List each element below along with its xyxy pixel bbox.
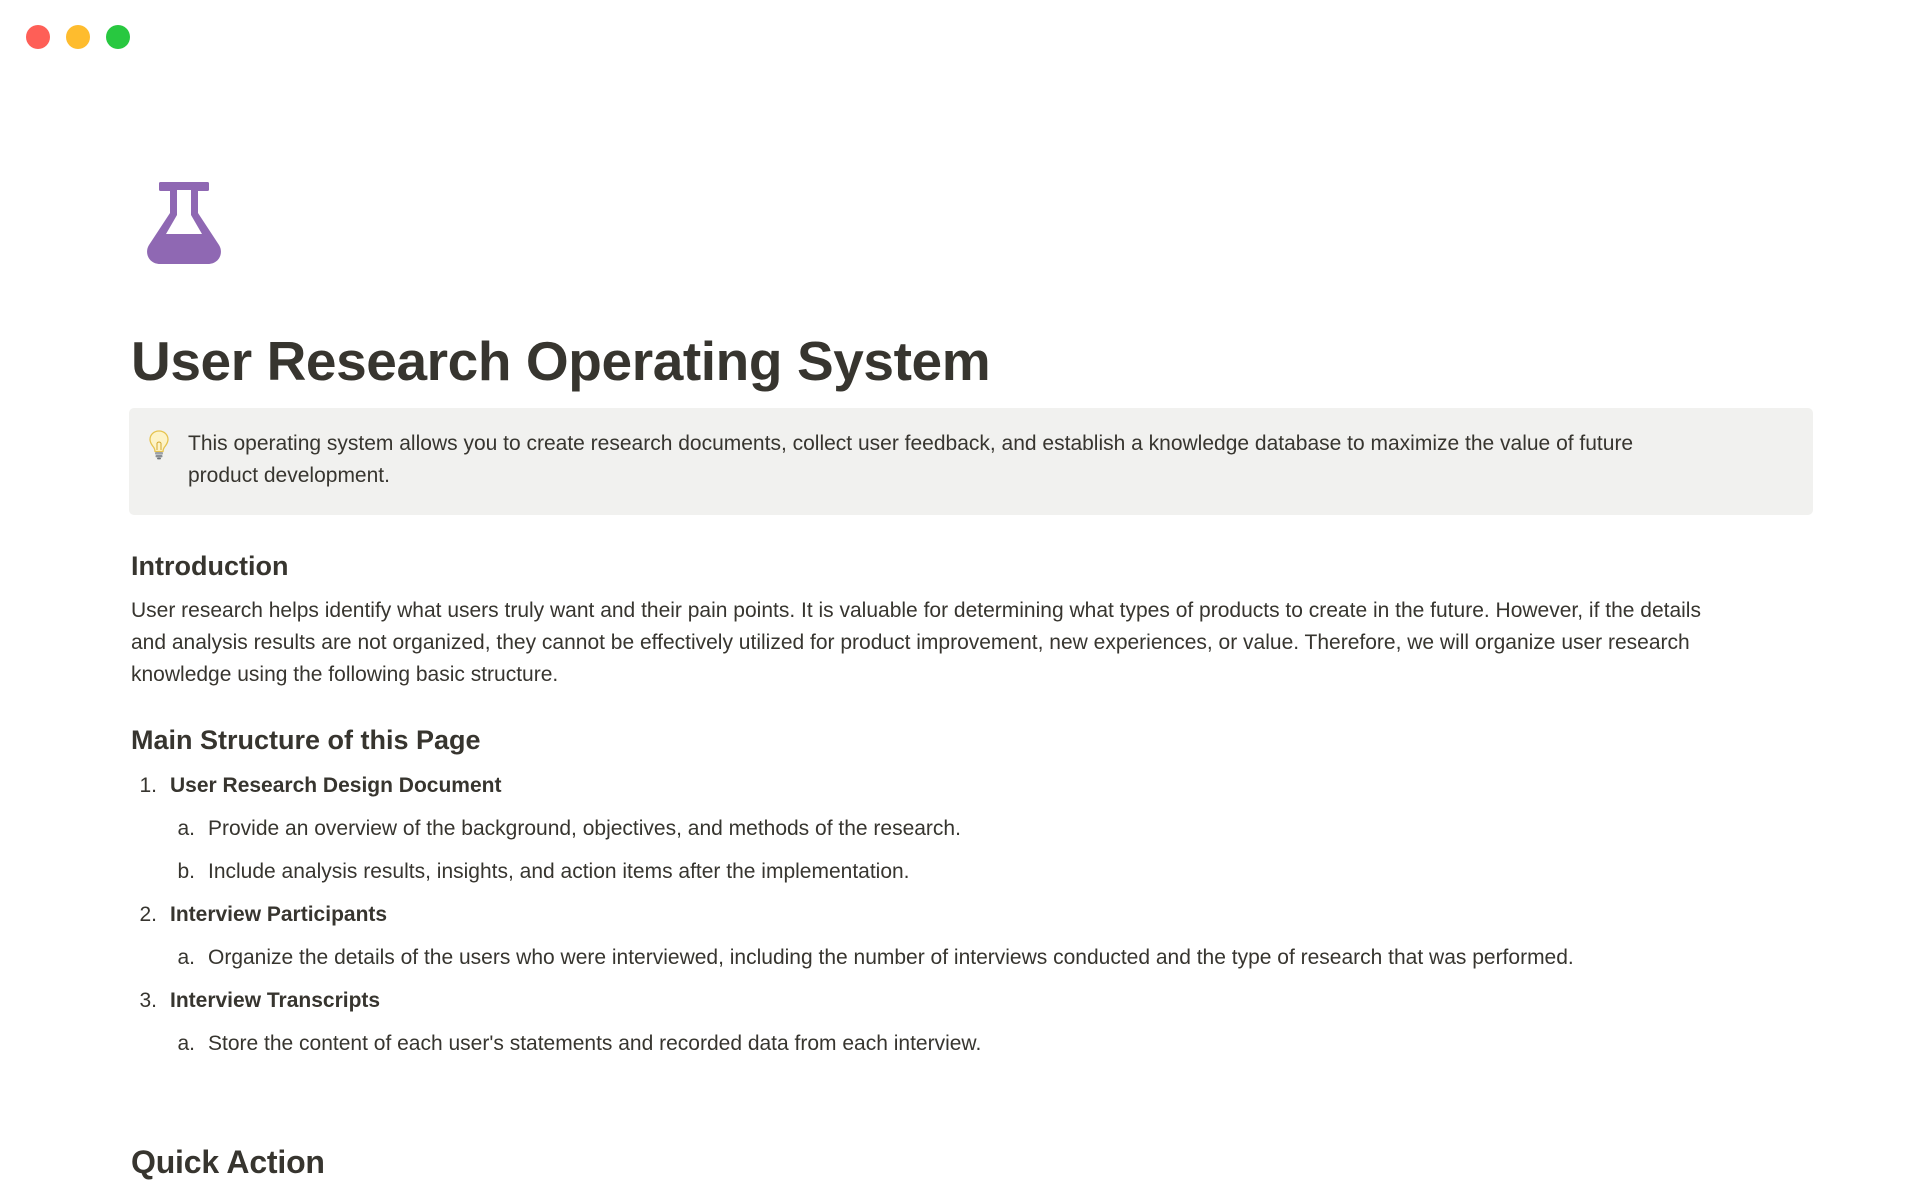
- info-callout: [129, 408, 1813, 515]
- list-item-label: User Research Design Document: [170, 774, 502, 797]
- list-letter: a.: [177, 1032, 195, 1055]
- callout-line: product development.: [188, 464, 390, 487]
- callout-text[interactable]: [188, 428, 1773, 492]
- sub-list-item-text: Provide an overview of the background, objectives, and methods of the research.: [208, 817, 961, 840]
- quick-action-heading[interactable]: Quick Action: [131, 1144, 325, 1180]
- paragraph-line: User research helps identify what users truly want and their pain points. It is valuable for determining what types of products to create in the future. However, if the details: [131, 599, 1701, 622]
- page-title[interactable]: User Research Operating System: [131, 330, 991, 392]
- light-bulb-icon: [149, 430, 169, 460]
- minimize-window-button[interactable]: [66, 25, 90, 49]
- lab-flask-icon[interactable]: [146, 182, 222, 264]
- list-number: 2.: [139, 903, 157, 926]
- list-letter: a.: [177, 817, 195, 840]
- sub-list-item-text: Include analysis results, insights, and action items after the implementation.: [208, 860, 910, 883]
- list-number: 3.: [139, 989, 157, 1012]
- sub-list-item-text: Store the content of each user's statements and recorded data from each interview.: [208, 1032, 982, 1055]
- paragraph-line: knowledge using the following basic structure.: [131, 663, 559, 686]
- list-item-label: Interview Transcripts: [170, 989, 381, 1012]
- callout-line: This operating system allows you to create research documents, collect user feedback, and establish a knowledge database to maximize the value of future: [188, 432, 1634, 455]
- maximize-window-button[interactable]: [106, 25, 130, 49]
- window-controls: [26, 25, 130, 49]
- close-window-button[interactable]: [26, 25, 50, 49]
- paragraph-line: and analysis results are not organized, they cannot be effectively utilized for product improvement, new experiences, or value. Therefore, we will organize user research: [131, 631, 1690, 654]
- main-structure-heading[interactable]: Main Structure of this Page: [131, 725, 481, 755]
- list-number: 1.: [139, 774, 157, 797]
- introduction-paragraph[interactable]: [131, 595, 1811, 691]
- sub-list-item-text: Organize the details of the users who were interviewed, including the number of interviews conducted and the type of research that was performed.: [208, 946, 1574, 969]
- list-item-label: Interview Participants: [170, 903, 388, 926]
- list-letter: a.: [177, 946, 195, 969]
- list-letter: b.: [177, 860, 195, 883]
- introduction-heading[interactable]: Introduction: [131, 551, 289, 581]
